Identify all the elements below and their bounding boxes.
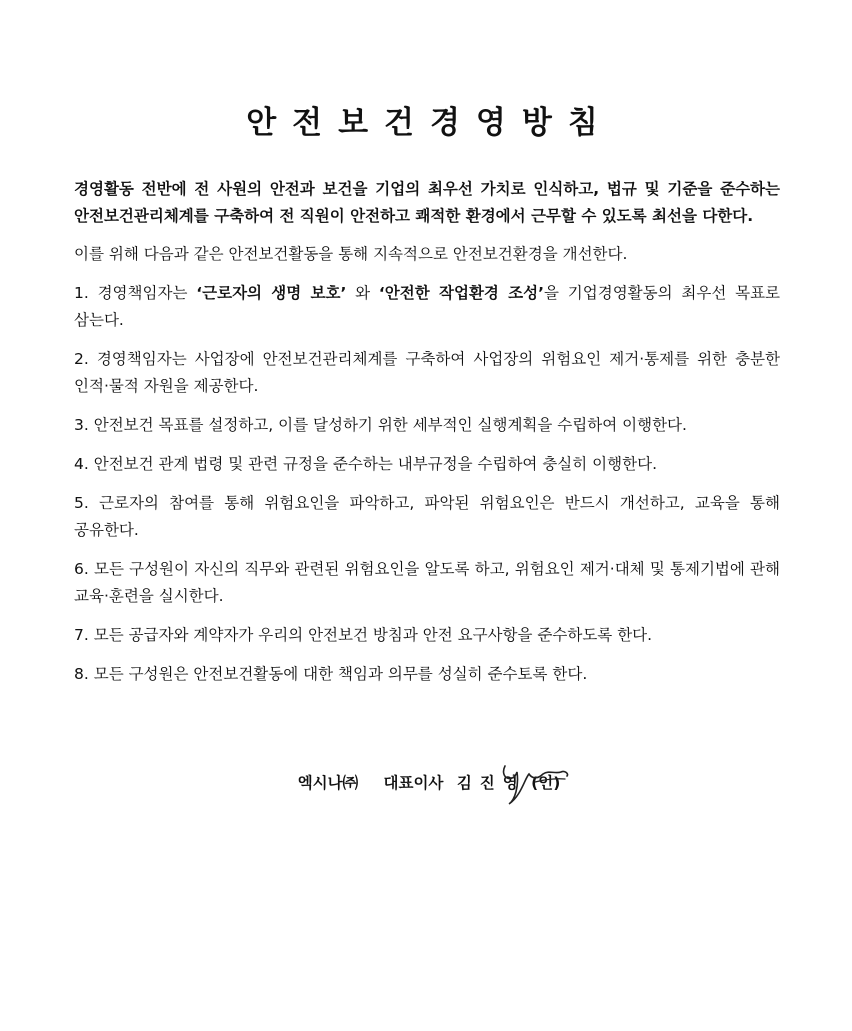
policy-item-4: 4. 안전보건 관계 법령 및 관련 규정을 준수하는 내부규정을 수립하여 충실히 이행한다.	[74, 455, 657, 473]
policy-item-3: 3. 안전보건 목표를 설정하고, 이를 달성하기 위한 세부적인 실행계획을 수립하여 이행한다.	[74, 416, 687, 434]
signature-company: 엑시나㈜	[297, 774, 359, 792]
policy-item-1-prefix: 1. 경영책임자는	[74, 284, 197, 302]
policy-item-1-emphasis-2: ‘안전한 작업환경 조성’	[378, 284, 544, 302]
policy-item-8: 8. 모든 구성원은 안전보건활동에 대한 책임과 의무를 성실히 준수토록 한다.	[74, 665, 588, 683]
document-title: 안전보건경영방침	[246, 105, 614, 141]
policy-item-7: 7. 모든 공급자와 계약자가 우리의 안전보건 방침과 안전 요구사항을 준수하도록 한다.	[74, 626, 653, 644]
signature-name: 김진영	[456, 774, 526, 792]
policy-item-5: 5. 근로자의 참여를 통해 위험요인을 파악하고, 파악된 위험요인은 반드시 개선하고, 교육을 통해 공유한다.	[74, 494, 780, 539]
policy-item-2: 2. 경영책임자는 사업장에 안전보건관리체계를 구축하여 사업장의 위험요인 제거·통제를 위한 충분한 인적·물적 자원을 제공한다.	[74, 350, 780, 395]
policy-item-1-mid: 와	[346, 284, 379, 302]
policy-item-6: 6. 모든 구성원이 자신의 직무와 관련된 위험요인을 알도록 하고, 위험요인 제거·대체 및 통제기법에 관해 교육·훈련을 실시한다.	[74, 560, 780, 605]
signature-seal: (인)	[531, 774, 561, 792]
signature-line	[0, 768, 852, 798]
signature-position: 대표이사	[383, 774, 444, 792]
policy-item-1-suffix: 을 기업경영활동의 최우선 목표로 삼는다.	[74, 284, 781, 329]
lead-paragraph: 이를 위해 다음과 같은 안전보건활동을 통해 지속적으로 안전보건환경을 개선한다.	[74, 245, 628, 263]
document-body	[74, 176, 780, 700]
policy-item-1-emphasis-1: ‘근로자의 생명 보호’	[196, 284, 347, 302]
policy-item-1	[74, 280, 780, 334]
intro-paragraph: 경영활동 전반에 전 사원의 안전과 보건을 기업의 최우선 가치로 인식하고, 법규 및 기준을 준수하는 안전보건관리체계를 구축하여 전 직원이 안전하고 쾌적한 환경에서 근무할 수 있도록 최선을 다한다.	[74, 180, 780, 225]
